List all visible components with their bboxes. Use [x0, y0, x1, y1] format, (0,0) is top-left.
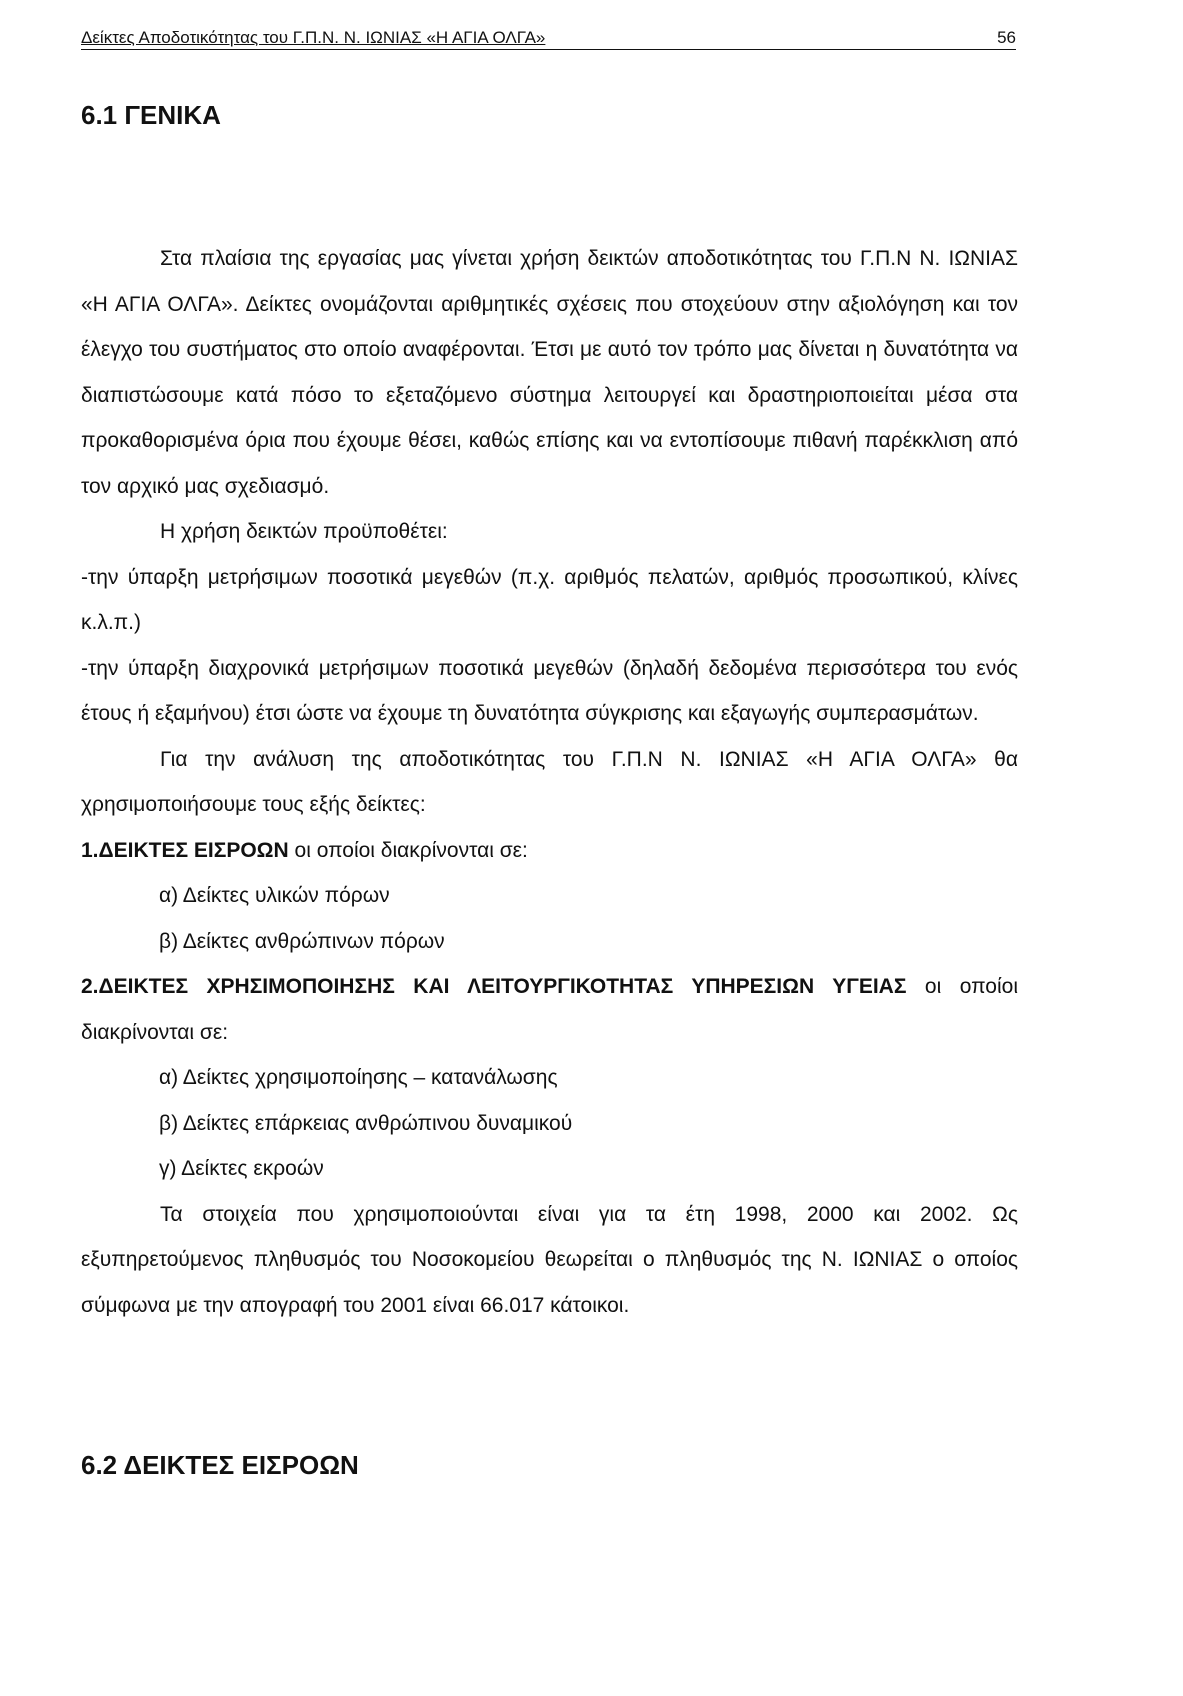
group-1-title: ΔΕΙΚΤΕΣ ΕΙΣΡΟΩΝ [98, 838, 289, 862]
group-1-item: α) Δείκτες υλικών πόρων [159, 884, 390, 907]
page-header [81, 28, 1016, 50]
requirement-2: -την ύπαρξη διαχρονικά μετρήσιμων ποσοτικά μεγεθών (δηλαδή δεδομένα περισσότερα του ενός έτους ή εξαμήνου) έτσι ώστε να έχουμε τη δυνατότητα σύγκρισης και εξαγωγής συμπερασμάτων. [81, 656, 1018, 725]
group-2-suffix: οι οποίοι διακρίνονται σε: [81, 975, 1018, 1044]
section-heading-input-indicators: 6.2 ΔΕΙΚΤΕΣ ΕΙΣΡΟΩΝ [81, 1450, 359, 1480]
group-1-number: 1. [81, 838, 99, 862]
group-2-heading [81, 964, 1018, 1055]
group-2-item: γ) Δείκτες εκροών [159, 1157, 324, 1180]
group-1-suffix: οι οποίοι διακρίνονται σε: [288, 838, 528, 862]
usage-intro: Η χρήση δεικτών προϋποθέτει: [160, 520, 448, 543]
intro-paragraph: Στα πλαίσια της εργασίας μας γίνεται χρήση δεικτών αποδοτικότητας του Γ.Π.Ν Ν. ΙΩΝΙΑΣ «Η ΑΓΙΑ ΟΛΓΑ». Δείκτες ονομάζονται αριθμητικές σχέσεις που στοχεύουν στην αξιολόγηση και τον έλεγχο του συστήματος στο οποίο αναφέρονται. Έτσι με αυτό τον τρόπο μας δίνεται η δυνατότητα να διαπιστώσουμε κατά πόσο το εξεταζόμενο σύστημα λειτουργεί και δραστηριοποιείται μέσα στα προκαθορισμένα όρια που έχουμε θέσει, καθώς επίσης και να εντοπίσουμε πιθανή παρέκκλιση από τον αρχικό μας σχεδιασμό. [81, 247, 1018, 498]
group-1-heading [81, 828, 1018, 874]
requirement-1: -την ύπαρξη μετρήσιμων ποσοτικά μεγεθών (π.χ. αριθμός πελατών, αριθμός προσωπικού, κλίνες κ.λ.π.) [81, 565, 1018, 634]
body-text [81, 236, 1018, 1328]
analysis-paragraph: Για την ανάλυση της αποδοτικότητας του Γ.Π.Ν Ν. ΙΩΝΙΑΣ «Η ΑΓΙΑ ΟΛΓΑ» θα χρησιμοποιήσουμε τους εξής δείκτες: [81, 747, 1018, 816]
section-heading-general: 6.1 ΓΕΝΙΚΑ [81, 100, 221, 130]
running-title: Δείκτες Αποδοτικότητας του Γ.Π.Ν. Ν. ΙΩΝΙΑΣ «Η ΑΓΙΑ ΟΛΓΑ» [81, 28, 546, 47]
group-2-number: 2. [81, 975, 99, 998]
data-note-paragraph: Τα στοιχεία που χρησιμοποιούνται είναι για τα έτη 1998, 2000 και 2002. Ως εξυπηρετούμενος πληθυσμός του Νοσοκομείου θεωρείται ο πληθυσμός της Ν. ΙΩΝΙΑΣ ο οποίος σύμφωνα με την απογραφή του 2001 είναι 66.017 κάτοικοι. [81, 1202, 1018, 1317]
group-2-item: β) Δείκτες επάρκειας ανθρώπινου δυναμικού [159, 1111, 573, 1135]
group-2-title: ΔΕΙΚΤΕΣ ΧΡΗΣΙΜΟΠΟΙΗΣΗΣ ΚΑΙ ΛΕΙΤΟΥΡΓΙΚΟΤΗΤΑΣ ΥΠΗΡΕΣΙΩΝ ΥΓΕΙΑΣ [98, 975, 907, 998]
page-number: 56 [997, 28, 1016, 47]
group-2-item: α) Δείκτες χρησιμοποίησης – κατανάλωσης [159, 1066, 558, 1089]
group-1-item: β) Δείκτες ανθρώπινων πόρων [159, 929, 445, 953]
